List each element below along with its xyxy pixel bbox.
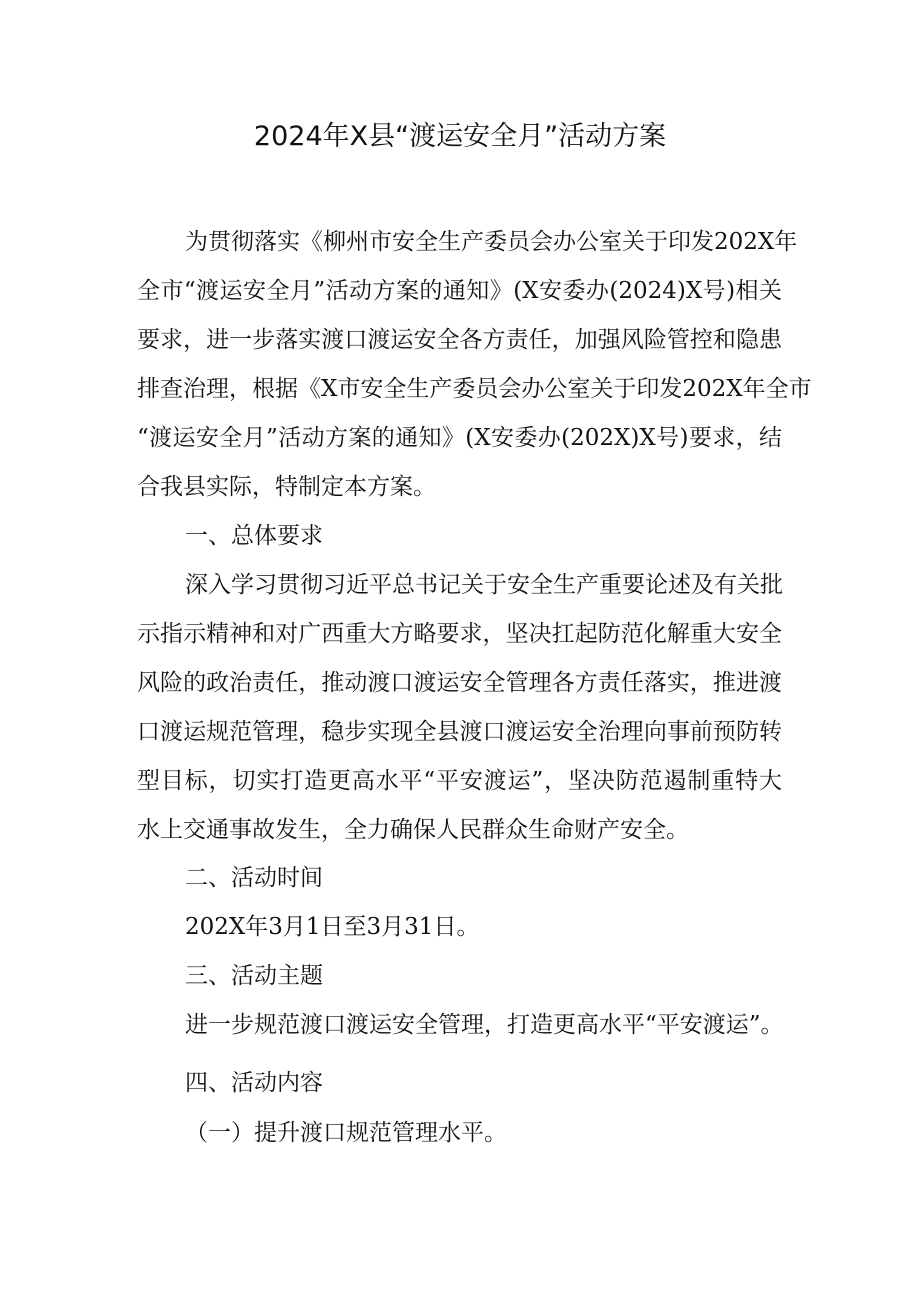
section-heading: 一、总体要求 (185, 523, 323, 549)
subsection-heading: （一）提升渡口规范管理水平。 (185, 1120, 507, 1146)
paragraph-line: 为贯彻落实《柳州市安全生产委员会办公室关于印发202X年 (185, 229, 798, 255)
document-title: 2024年X县“渡运安全月”活动方案 (253, 121, 667, 152)
paragraph-line: 要求，进一步落实渡口渡运安全各方责任，加强风险管控和隐患 (137, 327, 782, 353)
paragraph-line: 水上交通事故发生，全力确保人民群众生命财产安全。 (137, 817, 689, 843)
paragraph-line: 排查治理，根据《X市安全生产委员会办公室关于印发202X年全市 (137, 376, 812, 402)
paragraph-line: 进一步规范渡口渡运安全管理，打造更高水平“平安渡运”。 (185, 1012, 784, 1038)
paragraph-line: “渡运安全月”活动方案的通知》(X安委办(202X)X号)要求，结 (137, 425, 782, 451)
paragraph-line: 合我县实际，特制定本方案。 (137, 474, 436, 500)
section-heading: 三、活动主题 (185, 963, 323, 989)
paragraph-line: 示指示精神和对广西重大方略要求，坚决扛起防范化解重大安全 (137, 621, 782, 647)
paragraph-line: 202X年3月1日至3月31日。 (185, 914, 480, 940)
paragraph-line: 口渡运规范管理，稳步实现全县渡口渡运安全治理向事前预防转 (137, 719, 782, 745)
section-heading: 二、活动时间 (185, 865, 323, 891)
paragraph-line: 风险的政治责任，推动渡口渡运安全管理各方责任落实，推进渡 (137, 670, 782, 696)
section-heading: 四、活动内容 (185, 1070, 323, 1096)
paragraph-line: 型目标，切实打造更高水平“平安渡运”，坚决防范遏制重特大 (137, 768, 782, 794)
paragraph-line: 深入学习贯彻习近平总书记关于安全生产重要论述及有关批 (185, 572, 783, 598)
paragraph-line: 全市“渡运安全月”活动方案的通知》(X安委办(2024)X号)相关 (137, 278, 782, 304)
